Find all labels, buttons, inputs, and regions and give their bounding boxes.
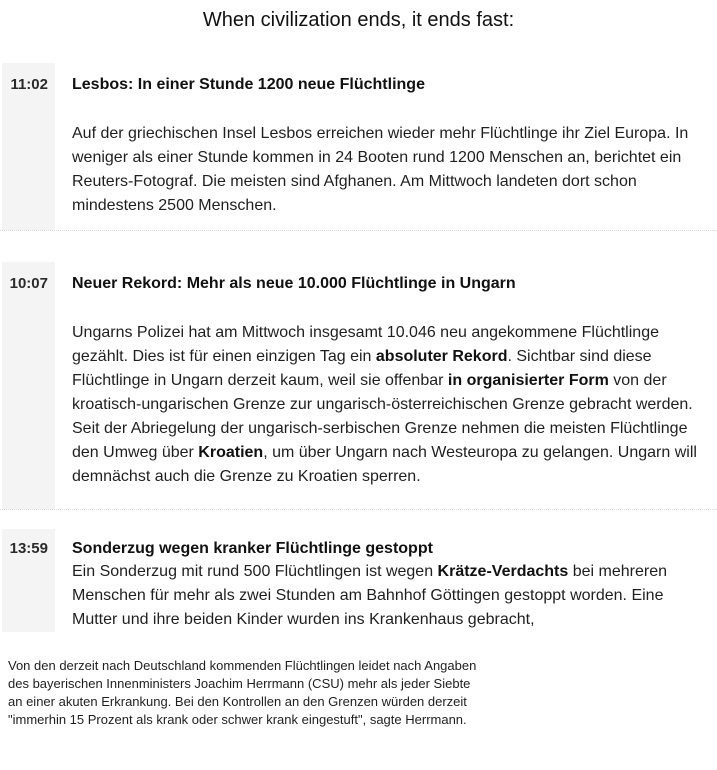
ticker-headline: Neuer Rekord: Mehr als neue 10.000 Flüchtlinge in Ungarn: [72, 275, 516, 292]
ticker-item-content: [72, 63, 706, 230]
timestamp: 13:59: [2, 529, 55, 632]
ticker-item: [0, 63, 717, 231]
ticker-item-content: [72, 529, 706, 632]
ticker-item: [0, 529, 717, 632]
page-title: When civilization ends, it ends fast:: [202, 9, 515, 31]
ticker-headline: Sonderzug wegen kranker Flüchtlinge gestoppt: [72, 540, 433, 557]
ticker-paragraph: Ein Sonderzug mit rund 500 Flüchtlingen ist wegen Krätze-Verdachts bei mehreren Menschen für mehr als zwei Stunden am Bahnhof Göttingen gestoppt worden. Eine Mutter und ihre beiden Kinder wurden ins Krankenhaus gebracht,: [72, 563, 667, 628]
liveticker: [0, 63, 717, 632]
ticker-paragraph: Ungarns Polizei hat am Mittwoch insgesamt 10.046 neu angekommene Flüchtlinge gezählt. Dies ist für einen einzigen Tag ein absoluter Rekord. Sichtbar sind diese Flüchtlinge in Ungarn derzeit kaum, weil sie offenbar in organisierter Form von der kroatisch-ungarischen Grenze zur ungarisch-österreichischen Grenze gebracht werden. Seit der Abriegelung der ungarisch-serbischen Grenze nehmen die meisten Flüchtlinge den Umweg über Kroatien, um über Ungarn nach Westeuropa zu gelangen. Ungarn will demnächst auch die Grenze zu Kroatien sperren.: [72, 324, 697, 485]
timestamp: 10:07: [2, 262, 55, 509]
ticker-item: [0, 262, 717, 510]
ticker-item-content: [72, 262, 706, 509]
timestamp: 11:02: [2, 63, 55, 230]
footnote-paragraph: Von den derzeit nach Deutschland kommenden Flüchtlingen leidet nach Angaben des bayerischen Innenministers Joachim Herrmann (CSU) mehr als jeder Siebte an einer akuten Erkrankung. Bei den Kontrollen an den Grenzen würden derzeit "immerhin 15 Prozent als krank oder schwer krank eingestuft", sagte Herrmann.: [8, 658, 477, 727]
ticker-paragraph: Auf der griechischen Insel Lesbos erreichen wieder mehr Flüchtlinge ihr Ziel Europa. In weniger als einer Stunde kommen in 24 Booten rund 1200 Menschen an, berichtet ein Reuters-Fotograf. Die meisten sind Afghanen. Am Mittwoch landeten dort schon mindestens 2500 Menschen.: [72, 125, 689, 214]
ticker-headline: Lesbos: In einer Stunde 1200 neue Flüchtlinge: [72, 76, 425, 93]
